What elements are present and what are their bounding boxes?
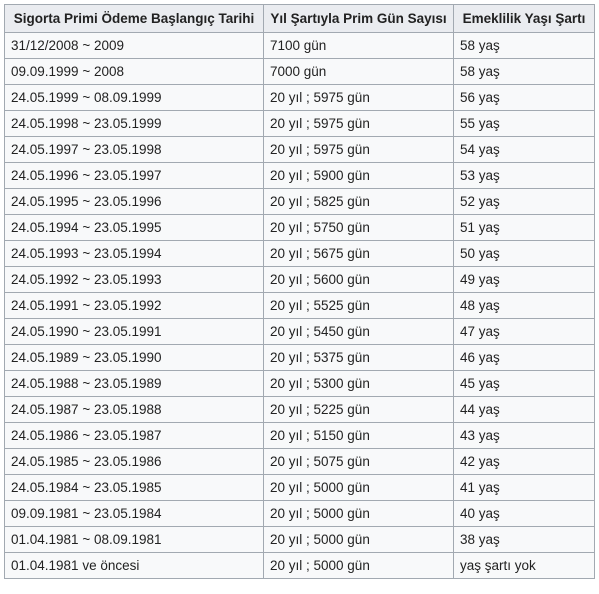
cell-premium-days: 20 yıl ; 5075 gün <box>264 449 454 475</box>
table-body <box>5 33 595 579</box>
table-row <box>5 553 595 579</box>
cell-start-date: 01.04.1981 ~ 08.09.1981 <box>5 527 264 553</box>
table-row <box>5 423 595 449</box>
table-row <box>5 163 595 189</box>
header-start-date: Sigorta Primi Ödeme Başlangıç Tarihi <box>5 5 264 33</box>
cell-retirement-age: 51 yaş <box>454 215 595 241</box>
cell-retirement-age: 44 yaş <box>454 397 595 423</box>
cell-premium-days: 20 yıl ; 5000 gün <box>264 501 454 527</box>
cell-start-date: 24.05.1985 ~ 23.05.1986 <box>5 449 264 475</box>
table-row <box>5 59 595 85</box>
cell-retirement-age: 38 yaş <box>454 527 595 553</box>
cell-start-date: 24.05.1987 ~ 23.05.1988 <box>5 397 264 423</box>
cell-premium-days: 20 yıl ; 5525 gün <box>264 293 454 319</box>
cell-start-date: 31/12/2008 ~ 2009 <box>5 33 264 59</box>
cell-start-date: 24.05.1988 ~ 23.05.1989 <box>5 371 264 397</box>
cell-retirement-age: 47 yaş <box>454 319 595 345</box>
cell-start-date: 24.05.1999 ~ 08.09.1999 <box>5 85 264 111</box>
cell-premium-days: 20 yıl ; 5825 gün <box>264 189 454 215</box>
cell-premium-days: 20 yıl ; 5900 gün <box>264 163 454 189</box>
cell-premium-days: 20 yıl ; 5000 gün <box>264 553 454 579</box>
table-row <box>5 397 595 423</box>
cell-start-date: 24.05.1986 ~ 23.05.1987 <box>5 423 264 449</box>
cell-premium-days: 20 yıl ; 5675 gün <box>264 241 454 267</box>
cell-retirement-age: 43 yaş <box>454 423 595 449</box>
table-row <box>5 85 595 111</box>
cell-retirement-age: 46 yaş <box>454 345 595 371</box>
cell-retirement-age: 54 yaş <box>454 137 595 163</box>
table-row <box>5 345 595 371</box>
cell-start-date: 24.05.1998 ~ 23.05.1999 <box>5 111 264 137</box>
cell-premium-days: 20 yıl ; 5300 gün <box>264 371 454 397</box>
cell-retirement-age: yaş şartı yok <box>454 553 595 579</box>
cell-premium-days: 20 yıl ; 5975 gün <box>264 111 454 137</box>
cell-start-date: 24.05.1997 ~ 23.05.1998 <box>5 137 264 163</box>
table-row <box>5 449 595 475</box>
cell-retirement-age: 56 yaş <box>454 85 595 111</box>
table-row <box>5 293 595 319</box>
cell-premium-days: 20 yıl ; 5150 gün <box>264 423 454 449</box>
cell-premium-days: 20 yıl ; 5225 gün <box>264 397 454 423</box>
cell-start-date: 24.05.1995 ~ 23.05.1996 <box>5 189 264 215</box>
table-row <box>5 137 595 163</box>
cell-premium-days: 20 yıl ; 5375 gün <box>264 345 454 371</box>
cell-start-date: 01.04.1981 ve öncesi <box>5 553 264 579</box>
table-row <box>5 33 595 59</box>
cell-start-date: 24.05.1993 ~ 23.05.1994 <box>5 241 264 267</box>
cell-premium-days: 20 yıl ; 5000 gün <box>264 475 454 501</box>
table-row <box>5 475 595 501</box>
cell-start-date: 24.05.1991 ~ 23.05.1992 <box>5 293 264 319</box>
table-header <box>5 5 595 33</box>
cell-start-date: 24.05.1996 ~ 23.05.1997 <box>5 163 264 189</box>
cell-start-date: 24.05.1984 ~ 23.05.1985 <box>5 475 264 501</box>
table-row <box>5 189 595 215</box>
table-row <box>5 527 595 553</box>
table-row <box>5 111 595 137</box>
cell-retirement-age: 45 yaş <box>454 371 595 397</box>
cell-premium-days: 7000 gün <box>264 59 454 85</box>
cell-retirement-age: 55 yaş <box>454 111 595 137</box>
cell-start-date: 24.05.1989 ~ 23.05.1990 <box>5 345 264 371</box>
cell-retirement-age: 58 yaş <box>454 33 595 59</box>
table-row <box>5 267 595 293</box>
cell-retirement-age: 40 yaş <box>454 501 595 527</box>
table-row <box>5 215 595 241</box>
cell-retirement-age: 41 yaş <box>454 475 595 501</box>
cell-retirement-age: 42 yaş <box>454 449 595 475</box>
cell-retirement-age: 58 yaş <box>454 59 595 85</box>
cell-start-date: 24.05.1994 ~ 23.05.1995 <box>5 215 264 241</box>
cell-premium-days: 20 yıl ; 5600 gün <box>264 267 454 293</box>
table-row <box>5 371 595 397</box>
cell-retirement-age: 52 yaş <box>454 189 595 215</box>
cell-start-date: 09.09.1981 ~ 23.05.1984 <box>5 501 264 527</box>
cell-premium-days: 20 yıl ; 5750 gün <box>264 215 454 241</box>
cell-retirement-age: 49 yaş <box>454 267 595 293</box>
cell-retirement-age: 48 yaş <box>454 293 595 319</box>
retirement-requirements-table <box>4 4 595 579</box>
table-row <box>5 241 595 267</box>
table-row <box>5 319 595 345</box>
cell-retirement-age: 53 yaş <box>454 163 595 189</box>
cell-start-date: 24.05.1990 ~ 23.05.1991 <box>5 319 264 345</box>
cell-premium-days: 20 yıl ; 5975 gün <box>264 137 454 163</box>
cell-premium-days: 20 yıl ; 5000 gün <box>264 527 454 553</box>
cell-start-date: 24.05.1992 ~ 23.05.1993 <box>5 267 264 293</box>
header-row <box>5 5 595 33</box>
cell-retirement-age: 50 yaş <box>454 241 595 267</box>
cell-premium-days: 7100 gün <box>264 33 454 59</box>
cell-premium-days: 20 yıl ; 5450 gün <box>264 319 454 345</box>
table-row <box>5 501 595 527</box>
header-retirement-age: Emeklilik Yaşı Şartı <box>454 5 595 33</box>
retirement-table-container <box>4 4 595 579</box>
cell-premium-days: 20 yıl ; 5975 gün <box>264 85 454 111</box>
header-premium-days: Yıl Şartıyla Prim Gün Sayısı <box>264 5 454 33</box>
cell-start-date: 09.09.1999 ~ 2008 <box>5 59 264 85</box>
